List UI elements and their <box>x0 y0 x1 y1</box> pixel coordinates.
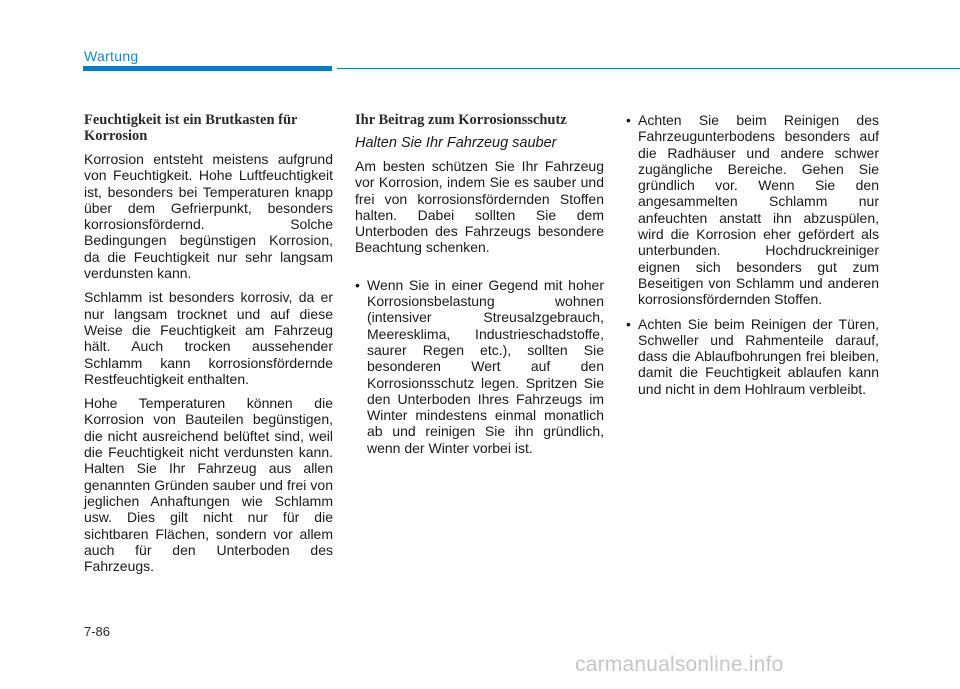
bullet-list <box>355 277 604 456</box>
bullet-list <box>626 112 879 397</box>
header-rule-thin <box>337 68 960 69</box>
list-item: • Achten Sie beim Reinigen der Türen, Schweller und Rahmenteile darauf, dass die Ablaufbohrungen frei bleiben, damit die Feuchtigkeit ablaufen kann und nicht in dem Hohlraum verbleibt. <box>626 316 879 397</box>
paragraph: Am besten schützen Sie Ihr Fahrzeug vor Korrosion, indem Sie es sauber und frei von korrosionsfördernden Stoffen halten. Dabei sollten Sie dem Unterboden des Fahrzeugs besondere Beachtung schenken. <box>355 158 604 256</box>
page-number: 7-86 <box>84 624 111 639</box>
column-1 <box>84 112 333 582</box>
header-rule-thick <box>83 66 332 71</box>
subheading-keep-clean: Halten Sie Ihr Fahrzeug sauber <box>355 135 557 151</box>
list-item: • Wenn Sie in einer Gegend mit hoher Korrosionsbelastung wohnen (intensiver Streusalzgebrauch, Meeresklima, Industrieschadstoffe, saurer Regen etc.), sollten Sie besonderen Wert auf den Korrosionsschutz legen. Spritzen Sie den Unterboden Ihres Fahrzeugs im Winter mindestens einmal monatlich ab und reinigen Sie ihn gründlich, wenn der Winter vorbei ist. <box>355 277 604 456</box>
heading-moisture: Feuchtigkeit ist ein Brutkasten für Korrosion <box>84 112 298 144</box>
paragraph: Korrosion entsteht meistens aufgrund von Feuchtigkeit. Hohe Luftfeuchtigkeit ist, besonders bei Temperaturen knapp über dem Gefrierpunkt, besonders korrosionsfördernd. Solche Bedingungen begünstigen Korrosion, da die Feuchtigkeit nur sehr langsam verdunsten kann. <box>84 151 333 282</box>
watermark: carmanualsonline.info <box>575 653 784 676</box>
paragraph: Hohe Temperaturen können die Korrosion von Bauteilen begünstigen, die nicht ausreichend belüftet sind, weil die Feuchtigkeit nicht verdunsten kann. Halten Sie Ihr Fahrzeug aus allen genannten Gründen sauber und frei von jeglichen Anhaftungen wie Schlamm usw. Dies gilt nicht nur für die sichtbaren Flächen, sondern vor allem auch für den Unterboden des Fahrzeugs. <box>84 395 333 575</box>
section-title: Wartung <box>84 48 139 64</box>
column-3 <box>626 112 879 405</box>
heading-corrosion-protection: Ihr Beitrag zum Korrosionsschutz <box>355 112 567 128</box>
list-item: • Achten Sie beim Reinigen des Fahrzeugunterbodens besonders auf die Radhäuser und andere schwer zugängliche Bereiche. Gehen Sie gründlich vor. Wenn Sie den angesammelten Schlamm nur anfeuchten anstatt ihn abzuspülen, wird die Korrosion eher gefördert als unterbunden. Hochdruckreiniger eignen sich besonders gut zum Beseitigen von Schlamm und anderen korrosionsfördernden Stoffen. <box>626 112 879 308</box>
column-2 <box>355 112 604 464</box>
paragraph: Schlamm ist besonders korrosiv, da er nur langsam trocknet und auf diese Weise die Feuchtigkeit am Fahrzeug hält. Auch trocken aussehender Schlamm kann korrosionsfördernde Restfeuchtigkeit enthalten. <box>84 289 333 387</box>
